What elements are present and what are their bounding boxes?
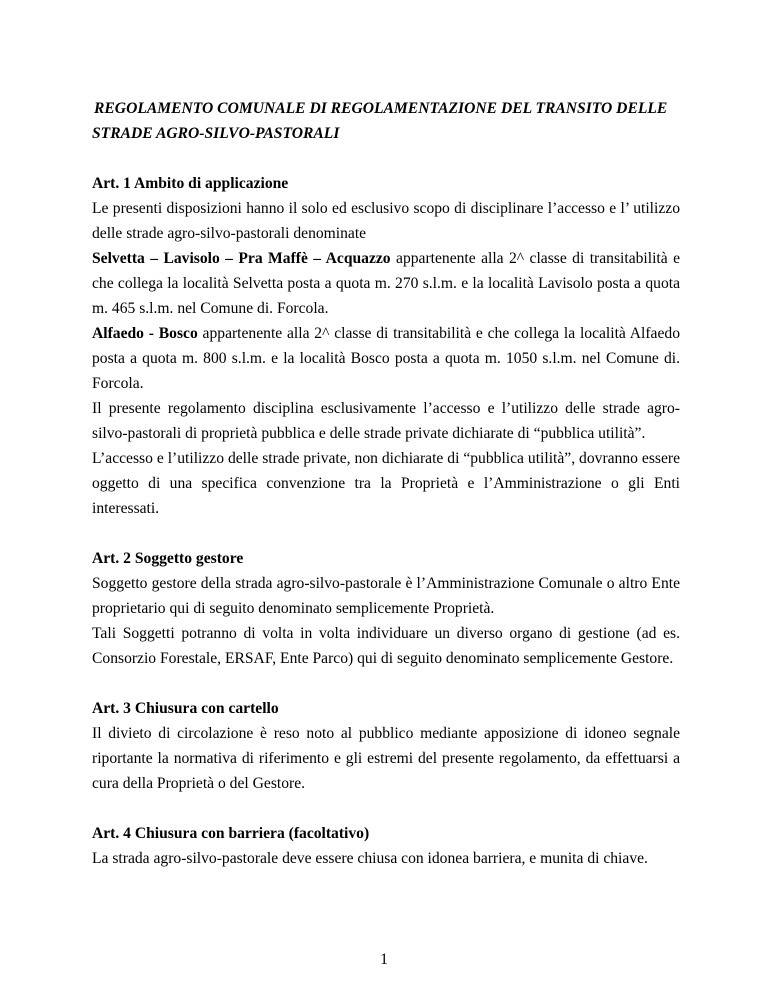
document-title: [92, 96, 680, 146]
article-3-heading: Art. 3 Chiusura con cartello: [92, 700, 279, 717]
article-2-paragraph-1: Soggetto gestore della strada agro-silvo-pastorale è l’Amministrazione Comunale o altro Ente proprietario qui di seguito denominato semplicemente Proprietà.: [92, 575, 680, 617]
article-1-paragraph-1: Le presenti disposizioni hanno il solo ed esclusivo scopo di disciplinare l’accesso e l’ utilizzo delle strade agro-silvo-pastorali denominate: [92, 200, 680, 242]
document-body: [92, 96, 680, 896]
article-1: [92, 171, 680, 521]
article-1-road-2: [92, 321, 680, 396]
article-4: [92, 821, 680, 871]
article-1-paragraph-2: Il presente regolamento disciplina esclusivamente l’accesso e l’utilizzo delle strade agro-silvo-pastorali di proprietà pubblica e delle strade private dichiarate di “pubblica utilità”.: [92, 400, 680, 442]
article-2: [92, 546, 680, 671]
article-4-paragraph-1: La strada agro-silvo-pastorale deve essere chiusa con idonea barriera, e munita di chiave.: [92, 850, 648, 867]
article-1-heading: Art. 1 Ambito di applicazione: [92, 175, 289, 192]
article-1-road-1: [92, 246, 680, 321]
document-title-line-2: STRADE AGRO-SILVO-PASTORALI: [92, 125, 340, 142]
article-3: [92, 696, 680, 796]
road-2-description: appartenente alla 2^ classe di transitabilità e che collega la località Alfaedo posta a quota m. 800 s.l.m. e la località Bosco posta a quota m. 1050 s.l.m. nel Comune di. Forcola.: [92, 325, 680, 392]
document-title-line-1: REGOLAMENTO COMUNALE DI REGOLAMENTAZIONE DEL TRANSITO DELLE: [94, 100, 668, 117]
road-2-name: Alfaedo - Bosco: [92, 325, 198, 342]
article-2-paragraph-2: Tali Soggetti potranno di volta in volta individuare un diverso organo di gestione (ad es. Consorzio Forestale, ERSAF, Ente Parco) qui di seguito denominato semplicemente Gestore.: [92, 625, 680, 667]
page-number: 1: [380, 951, 388, 968]
road-1-name: Selvetta – Lavisolo – Pra Maffè – Acquazzo: [92, 250, 391, 267]
article-3-paragraph-1: Il divieto di circolazione è reso noto al pubblico mediante apposizione di idoneo segnale riportante la normativa di riferimento e gli estremi del presente regolamento, da effettuarsi a cura della Proprietà o del Gestore.: [92, 725, 680, 792]
article-1-paragraph-3: L’accesso e l’utilizzo delle strade private, non dichiarate di “pubblica utilità”, dovranno essere oggetto di una specifica convenzione tra la Proprietà e l’Amministrazione o gli Enti interessati.: [92, 450, 680, 517]
road-1-description: appartenente alla 2^ classe di transitabilità e che collega la località Selvetta posta a quota m. 270 s.l.m. e la località Lavisolo posta a quota m. 465 s.l.m. nel Comune di. Forcola.: [92, 250, 681, 317]
article-2-heading: Art. 2 Soggetto gestore: [92, 550, 244, 567]
article-4-heading: Art. 4 Chiusura con barriera (facoltativo): [92, 825, 370, 842]
